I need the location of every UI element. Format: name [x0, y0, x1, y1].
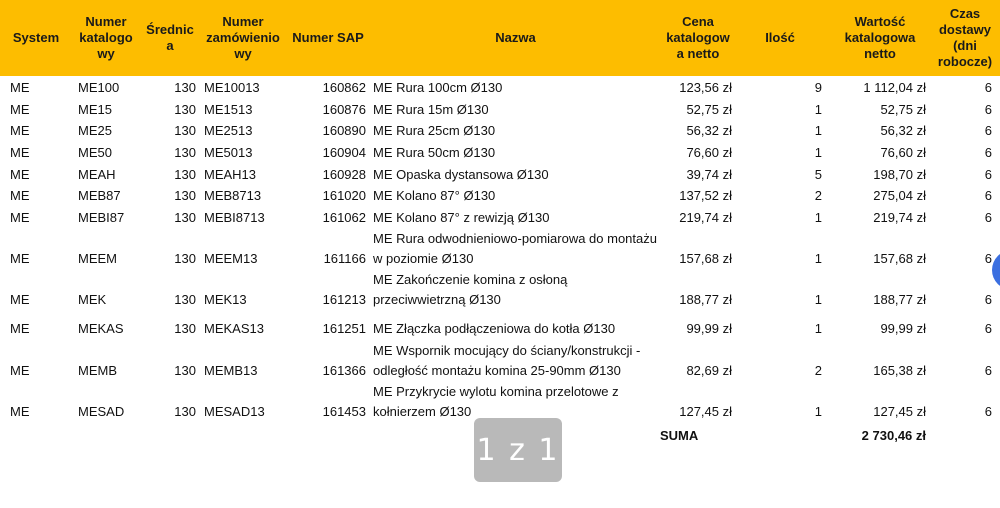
cell-system: ME: [10, 321, 30, 336]
cell-delivery-time: 6: [984, 292, 992, 307]
cell-quantity: 5: [814, 167, 822, 182]
cell-delivery-time: 6: [984, 123, 992, 138]
cell-sap-number: 161020: [322, 188, 366, 203]
cell-order-number: MEK13: [204, 292, 247, 307]
cell-order-number: MEKAS13: [204, 321, 264, 336]
cell-system: ME: [10, 145, 30, 160]
cell-name: ME Rura 15m Ø130: [373, 102, 489, 117]
cell-catalog-number: MEB87: [78, 188, 121, 203]
cell-net-value: 157,68 zł: [873, 251, 926, 266]
header-catalog-price: Cena katalogow a netto: [666, 14, 730, 61]
cell-catalog-number: MEEM: [78, 251, 117, 266]
cell-catalog-number: ME100: [78, 80, 120, 95]
cell-sap-number: 160876: [322, 102, 366, 117]
cell-sap-number: 160862: [322, 80, 366, 95]
cell-name: ME Przykrycie wylotu komina przelotowe z kołnierzem Ø130: [373, 384, 619, 419]
cell-delivery-time: 6: [984, 251, 992, 266]
cell-quantity: 1: [814, 123, 822, 138]
cell-net-value: 76,60 zł: [880, 145, 926, 160]
cell-order-number: ME1513: [204, 102, 253, 117]
cell-sap-number: 161062: [322, 210, 366, 225]
cell-catalog-number: ME25: [78, 123, 112, 138]
cell-diameter: 130: [174, 80, 196, 95]
cell-diameter: 130: [174, 102, 196, 117]
cell-name: ME Rura odwodnieniowo-pomiarowa do montażu w poziomie Ø130: [373, 231, 657, 266]
cell-name: ME Opaska dystansowa Ø130: [373, 167, 549, 182]
cell-order-number: ME5013: [204, 145, 253, 160]
cell-system: ME: [10, 251, 30, 266]
cell-sap-number: 161251: [322, 321, 366, 336]
cell-quantity: 2: [814, 188, 822, 203]
header-delivery-time: Czas dostawy (dni robocze): [937, 6, 993, 69]
cell-delivery-time: 6: [984, 80, 992, 95]
header-order-number: Numer zamówienio wy: [206, 14, 280, 61]
cell-quantity: 1: [814, 292, 822, 307]
summary-label: SUMA: [660, 428, 699, 443]
cell-name: ME Kolano 87° Ø130: [373, 188, 496, 203]
cell-catalog-price: 99,99 zł: [686, 321, 732, 336]
summary-value: 2 730,46 zł: [861, 428, 926, 443]
header-catalog-number: Numer katalogo wy: [79, 14, 133, 61]
cell-name: ME Złączka podłączeniowa do kotła Ø130: [373, 321, 616, 336]
cell-diameter: 130: [174, 123, 196, 138]
cell-catalog-number: MEBI87: [78, 210, 125, 225]
cell-delivery-time: 6: [984, 167, 992, 182]
cell-delivery-time: 6: [984, 188, 992, 203]
cell-system: ME: [10, 210, 30, 225]
cell-delivery-time: 6: [984, 321, 992, 336]
header-sap-number: Numer SAP: [292, 30, 364, 45]
cell-name: ME Wspornik mocujący do ściany/konstrukcji - odległość montażu komina 25-90mm Ø130: [373, 343, 641, 378]
cell-net-value: 188,77 zł: [873, 292, 926, 307]
cell-delivery-time: 6: [984, 210, 992, 225]
cell-diameter: 130: [174, 188, 196, 203]
cell-net-value: 127,45 zł: [873, 404, 926, 419]
cell-diameter: 130: [174, 363, 196, 378]
cell-delivery-time: 6: [984, 102, 992, 117]
header-net-value: Wartość katalogowa netto: [844, 14, 916, 61]
cell-delivery-time: 6: [984, 404, 992, 419]
cell-diameter: 130: [174, 251, 196, 266]
cell-catalog-price: 188,77 zł: [679, 292, 732, 307]
cell-diameter: 130: [174, 292, 196, 307]
cell-order-number: MEMB13: [204, 363, 258, 378]
cell-order-number: MEB8713: [204, 188, 262, 203]
header-quantity: Ilość: [765, 30, 795, 45]
cell-catalog-price: 52,75 zł: [686, 102, 732, 117]
cell-sap-number: 160890: [322, 123, 366, 138]
cell-delivery-time: 6: [984, 363, 992, 378]
cell-catalog-number: MEK: [78, 292, 107, 307]
cell-order-number: ME10013: [204, 80, 260, 95]
cell-quantity: 1: [814, 102, 822, 117]
cell-net-value: 1 112,04 zł: [863, 80, 926, 95]
cell-quantity: 1: [814, 251, 822, 266]
cell-net-value: 165,38 zł: [873, 363, 926, 378]
cell-name: ME Rura 25cm Ø130: [373, 123, 496, 138]
cell-sap-number: 161213: [322, 292, 366, 307]
cell-net-value: 56,32 zł: [880, 123, 926, 138]
cell-catalog-price: 127,45 zł: [679, 404, 732, 419]
cell-name: ME Kolano 87° z rewizją Ø130: [373, 210, 550, 225]
cell-diameter: 130: [174, 145, 196, 160]
cell-catalog-number: MESAD: [78, 404, 125, 419]
cell-system: ME: [10, 167, 30, 182]
cell-quantity: 1: [814, 321, 822, 336]
header-diameter: Średnic a: [146, 22, 194, 53]
cell-quantity: 9: [814, 80, 822, 95]
header-system: System: [12, 30, 60, 45]
cell-net-value: 52,75 zł: [880, 102, 926, 117]
cell-order-number: MEBI8713: [204, 210, 265, 225]
cell-net-value: 198,70 zł: [873, 167, 926, 182]
cell-order-number: ME2513: [204, 123, 253, 138]
cell-delivery-time: 6: [984, 145, 992, 160]
cell-name: ME Rura 100cm Ø130: [373, 80, 503, 95]
cell-quantity: 1: [814, 145, 822, 160]
cell-catalog-price: 76,60 zł: [686, 145, 732, 160]
cell-system: ME: [10, 363, 30, 378]
cell-system: ME: [10, 123, 30, 138]
cell-system: ME: [10, 102, 30, 117]
cell-catalog-price: 39,74 zł: [686, 167, 732, 182]
cell-quantity: 2: [814, 363, 822, 378]
page-indicator: 1 z 1: [474, 418, 562, 482]
cell-diameter: 130: [174, 210, 196, 225]
floating-action-button[interactable]: [992, 250, 1000, 290]
cell-catalog-price: 157,68 zł: [679, 251, 732, 266]
cell-sap-number: 161166: [323, 251, 366, 266]
cell-diameter: 130: [174, 321, 196, 336]
cell-sap-number: 161366: [322, 363, 366, 378]
header-name: Nazwa: [495, 30, 536, 45]
cell-net-value: 99,99 zł: [880, 321, 926, 336]
cell-system: ME: [10, 80, 30, 95]
cell-catalog-number: MEMB: [78, 363, 117, 378]
cell-catalog-price: 123,56 zł: [679, 80, 732, 95]
cell-catalog-price: 82,69 zł: [686, 363, 732, 378]
cell-catalog-number: MEAH: [78, 167, 116, 182]
cell-catalog-price: 137,52 zł: [679, 188, 732, 203]
cell-net-value: 275,04 zł: [873, 188, 926, 203]
cell-quantity: 1: [814, 210, 822, 225]
cell-catalog-number: ME15: [78, 102, 112, 117]
cell-catalog-price: 56,32 zł: [686, 123, 732, 138]
cell-system: ME: [10, 292, 30, 307]
cell-sap-number: 160928: [322, 167, 366, 182]
cell-diameter: 130: [174, 404, 196, 419]
cell-catalog-number: ME50: [78, 145, 112, 160]
cell-order-number: MEEM13: [204, 251, 258, 266]
cell-order-number: MESAD13: [204, 404, 265, 419]
cell-catalog-price: 219,74 zł: [679, 210, 732, 225]
cell-sap-number: 161453: [322, 404, 366, 419]
cell-catalog-number: MEKAS: [78, 321, 124, 336]
cell-order-number: MEAH13: [204, 167, 257, 182]
cell-system: ME: [10, 404, 30, 419]
cell-system: ME: [10, 188, 30, 203]
cell-name: ME Rura 50cm Ø130: [373, 145, 496, 160]
table-header: [0, 0, 1000, 76]
cell-name: ME Zakończenie komina z osłoną przeciwwietrzną Ø130: [373, 272, 568, 307]
cell-sap-number: 160904: [322, 145, 366, 160]
cell-net-value: 219,74 zł: [873, 210, 926, 225]
cell-diameter: 130: [174, 167, 196, 182]
cell-quantity: 1: [814, 404, 822, 419]
